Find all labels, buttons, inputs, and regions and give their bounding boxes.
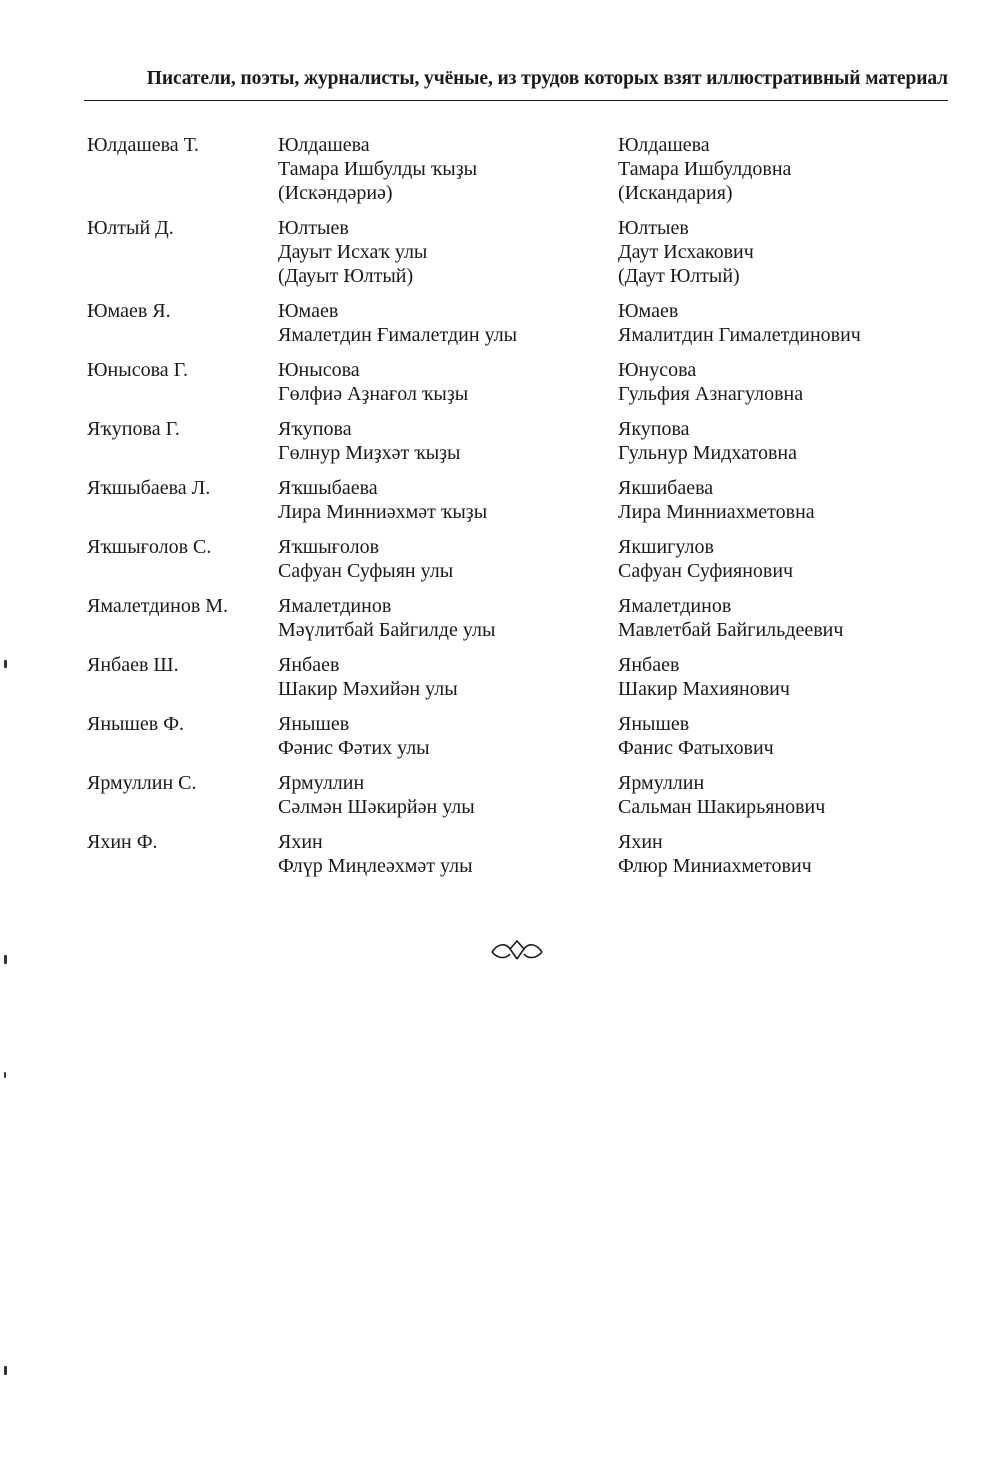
russian-name-line: Янбаев [618, 654, 680, 676]
author-russian-name [618, 535, 793, 583]
author-entry [87, 830, 967, 878]
author-entry [87, 535, 967, 583]
russian-name-line: Даут Исхакович [618, 241, 754, 263]
bashkir-name-line: Дауыт Исхаҡ улы [278, 241, 428, 263]
author-bashkir-name [278, 771, 475, 819]
russian-name-line: Якшибаева [618, 477, 714, 499]
author-short-name: Яҡшыбаева Л. [87, 477, 211, 499]
author-entry [87, 594, 967, 642]
author-short-name: Янбаев Ш. [87, 654, 179, 676]
author-short-name: Юлтый Д. [87, 217, 174, 239]
bashkir-name-line: Ярмуллин [278, 772, 365, 794]
russian-name-line: Фанис Фатыхович [618, 737, 774, 759]
russian-name-line: Лира Минниахметовна [618, 501, 815, 523]
author-russian-name [618, 712, 774, 760]
author-bashkir-name [278, 535, 453, 583]
author-russian-name [618, 417, 797, 465]
bashkir-name-line: Ямалетдинов [278, 595, 392, 617]
author-bashkir-name [278, 476, 487, 524]
author-russian-name [618, 476, 815, 524]
scan-artifact [4, 1072, 6, 1078]
author-russian-name [618, 358, 803, 406]
russian-name-line: Шакир Махиянович [618, 678, 790, 700]
russian-name-line: Ямалетдинов [618, 595, 732, 617]
russian-name-line: Якупова [618, 418, 690, 440]
bashkir-name-line: Яҡшығолов [278, 536, 380, 558]
author-bashkir-name [278, 712, 430, 760]
bashkir-name-line: Юнысова [278, 359, 360, 381]
author-entry [87, 358, 967, 406]
bashkir-name-line: (Искәндәриә) [278, 182, 393, 204]
author-russian-name [618, 299, 861, 347]
author-russian-name [618, 653, 790, 701]
russian-name-line: Юлдашева [618, 134, 710, 156]
bashkir-name-line: Яхин [278, 831, 323, 853]
russian-name-line: Мавлетбай Байгильдеевич [618, 619, 844, 641]
bashkir-name-line: (Дауыт Юлтый) [278, 265, 414, 287]
author-entry [87, 133, 967, 205]
russian-name-line: Юмаев [618, 300, 679, 322]
author-entry [87, 476, 967, 524]
bashkir-name-line: Янбаев [278, 654, 340, 676]
author-short-name: Юнысова Г. [87, 359, 188, 381]
bashkir-name-line: Сафуан Суфыян улы [278, 560, 454, 582]
author-bashkir-name [278, 299, 517, 347]
bashkir-name-line: Яҡупова [278, 418, 352, 440]
russian-name-line: Якшигулов [618, 536, 714, 558]
scan-artifact [4, 955, 7, 964]
bashkir-name-line: Яҡшыбаева [278, 477, 378, 499]
russian-name-line: (Искандария) [618, 182, 733, 204]
author-short-name: Юмаев Я. [87, 300, 171, 322]
author-russian-name [618, 133, 791, 205]
author-entry [87, 299, 967, 347]
author-bashkir-name [278, 653, 458, 701]
russian-name-line: Сальман Шакирьянович [618, 796, 826, 818]
author-bashkir-name [278, 417, 461, 465]
author-entry [87, 712, 967, 760]
ornament-divider-icon [490, 939, 544, 965]
author-entry [87, 417, 967, 465]
russian-name-line: Гульфия Азнагуловна [618, 383, 804, 405]
author-entry [87, 771, 967, 819]
author-short-name: Яҡупова Г. [87, 418, 180, 440]
header-title: Писатели, поэты, журналисты, учёные, из трудов которых взят иллюстративный материал [146, 68, 948, 89]
author-russian-name [618, 830, 812, 878]
russian-name-line: Юлтыев [618, 217, 689, 239]
russian-name-line: Сафуан Суфиянович [618, 560, 794, 582]
author-short-name: Ямалетдинов М. [87, 595, 229, 617]
russian-name-line: Флюр Миниахметович [618, 855, 812, 877]
bashkir-name-line: Ямалетдин Ғималетдин улы [278, 324, 518, 346]
author-bashkir-name [278, 594, 495, 642]
bashkir-name-line: Гөлнур Миҙхәт ҡыҙы [278, 442, 461, 464]
author-bashkir-name [278, 216, 427, 288]
bashkir-name-line: Шакир Мәхийән улы [278, 678, 458, 700]
author-entry [87, 653, 967, 701]
russian-name-line: Юнусова [618, 359, 697, 381]
russian-name-line: Ярмуллин [618, 772, 705, 794]
author-bashkir-name [278, 358, 468, 406]
bashkir-name-line: Гөлфиә Аҙнағол ҡыҙы [278, 383, 469, 405]
author-bashkir-name [278, 133, 477, 205]
author-short-name: Ярмуллин С. [87, 772, 197, 794]
author-short-name: Яҡшығолов С. [87, 536, 212, 558]
author-short-name: Юлдашева Т. [87, 134, 199, 156]
russian-name-line: (Даут Юлтый) [618, 265, 740, 287]
bashkir-name-line: Флүр Миңлеәхмәт улы [278, 855, 473, 877]
author-entry [87, 216, 967, 288]
scan-artifact [4, 1366, 7, 1375]
author-short-name: Яхин Ф. [87, 831, 158, 853]
author-russian-name [618, 216, 754, 288]
russian-name-line: Янышев [618, 713, 690, 735]
bashkir-name-line: Юлдашева [278, 134, 370, 156]
bashkir-name-line: Мәүлитбай Байгилде улы [278, 619, 496, 641]
bashkir-name-line: Сәлмән Шәкирйән улы [278, 796, 475, 818]
bashkir-name-line: Янышев [278, 713, 350, 735]
russian-name-line: Ямалитдин Гималетдинович [618, 324, 861, 346]
bashkir-name-line: Лира Минниәхмәт ҡыҙы [278, 501, 488, 523]
author-russian-name [618, 771, 825, 819]
russian-name-line: Гульнур Мидхатовна [618, 442, 797, 464]
bashkir-name-line: Фәнис Фәтих улы [278, 737, 430, 759]
bashkir-name-line: Юмаев [278, 300, 339, 322]
bashkir-name-line: Тамара Ишбулды ҡыҙы [278, 158, 478, 180]
running-header [84, 64, 948, 101]
scan-artifact [4, 660, 7, 668]
russian-name-line: Тамара Ишбулдовна [618, 158, 792, 180]
russian-name-line: Яхин [618, 831, 663, 853]
author-bashkir-name [278, 830, 473, 878]
author-short-name: Янышев Ф. [87, 713, 185, 735]
author-russian-name [618, 594, 843, 642]
bashkir-name-line: Юлтыев [278, 217, 349, 239]
